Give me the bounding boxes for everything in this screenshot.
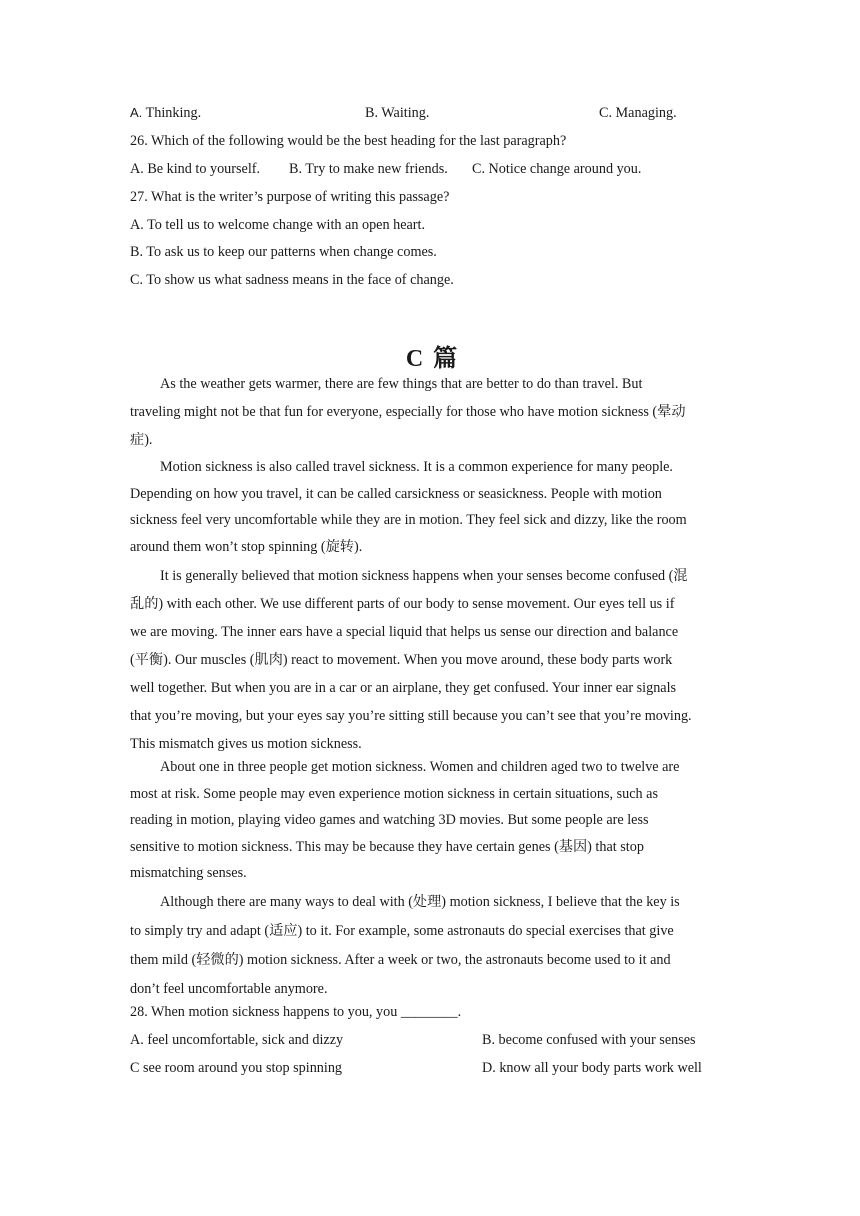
paragraph-5 [130,888,735,1004]
q28-option-d: D. know all your body parts work well [482,1060,702,1076]
paragraph-line: About one in three people get motion sickness. Women and children aged two to twelve are [160,759,680,775]
paragraph-line: that you’re moving, but your eyes say you’re sitting still because you can’t see that you’re moving. [130,708,692,724]
paragraph-4 [130,754,735,887]
q25-options [130,105,735,125]
paragraph-line: sickness feel very uncomfortable while they are in motion. They feel sick and dizzy, like the room [130,512,687,528]
paragraph-line: As the weather gets warmer, there are few things that are better to do than travel. But [160,376,643,392]
paragraph-line: to simply try and adapt (适应) to it. For example, some astronauts do special exercises that give [130,923,674,939]
q26-option-b: B. Try to make new friends. [289,161,448,177]
paragraph-line: we are moving. The inner ears have a special liquid that helps us sense our direction and balance [130,624,679,640]
q27-option-b: B. To ask us to keep our patterns when change comes. [130,244,437,260]
q25-option-c: C. Managing. [599,105,677,121]
paragraph-line: most at risk. Some people may even experience motion sickness in certain situations, such as [130,785,658,802]
q27-option-c: C. To show us what sadness means in the face of change. [130,272,454,288]
q28-options-row-1 [130,1032,735,1052]
paragraph-line: 症). [130,432,153,448]
paragraph-line: It is generally believed that motion sickness happens when your senses become confused (混 [160,568,688,584]
paragraph-line: 乱的) with each other. We use different parts of our body to sense movement. Our eyes tell us if [130,596,675,612]
paragraph-line: Although there are many ways to deal with (处理) motion sickness, I believe that the key is [160,894,680,910]
section-title: C 篇 [405,346,460,372]
paragraph-line: well together. But when you are in a car or an airplane, they get confused. Your inner ear signals [130,680,677,696]
paragraph-line: Motion sickness is also called travel sickness. It is a common experience for many people. [160,459,673,475]
q28-option-b: B. become confused with your senses [482,1032,696,1048]
paragraph-line: around them won’t stop spinning (旋转). [130,538,363,555]
q27-option-a: A. To tell us to welcome change with an open heart. [130,217,426,233]
paragraph-line: don’t feel uncomfortable anymore. [130,981,328,997]
paragraph-line: This mismatch gives us motion sickness. [130,736,362,752]
paragraph-3 [130,562,735,758]
q28-option-c: C see room around you stop spinning [130,1060,343,1076]
q26-option-a: A. Be kind to yourself. [130,161,261,177]
paragraph-line: traveling might not be that fun for everyone, especially for those who have motion sickness (晕动 [130,404,686,420]
q26-options [130,161,735,181]
paragraph-line: sensitive to motion sickness. This may be because they have certain genes (基因) that stop [130,838,644,855]
paragraph-2 [130,454,735,560]
q26-option-c: C. Notice change around you. [472,161,642,177]
q25-option-a: A. Thinking. [130,105,202,121]
q28-option-a: A. feel uncomfortable, sick and dizzy [130,1032,344,1048]
paragraph-line: mismatching senses. [130,865,247,881]
paragraph-line: them mild (轻微的) motion sickness. After a week or two, the astronauts become used to it and [130,952,671,968]
paragraph-line: reading in motion, playing video games and watching 3D movies. But some people are less [130,812,649,828]
q26-question: 26. Which of the following would be the best heading for the last paragraph? [130,133,567,149]
q27-question: 27. What is the writer’s purpose of writing this passage? [130,189,450,205]
paragraph-line: (平衡). Our muscles (肌肉) react to movement. When you move around, these body parts work [130,652,673,668]
q25-option-b: B. Waiting. [365,105,430,121]
paragraph-line: Depending on how you travel, it can be called carsickness or seasickness. People with motion [130,485,662,502]
q28-question: 28. When motion sickness happens to you, you ________. [130,1004,462,1020]
q28-options-row-2 [130,1060,735,1080]
paragraph-1 [130,370,735,454]
